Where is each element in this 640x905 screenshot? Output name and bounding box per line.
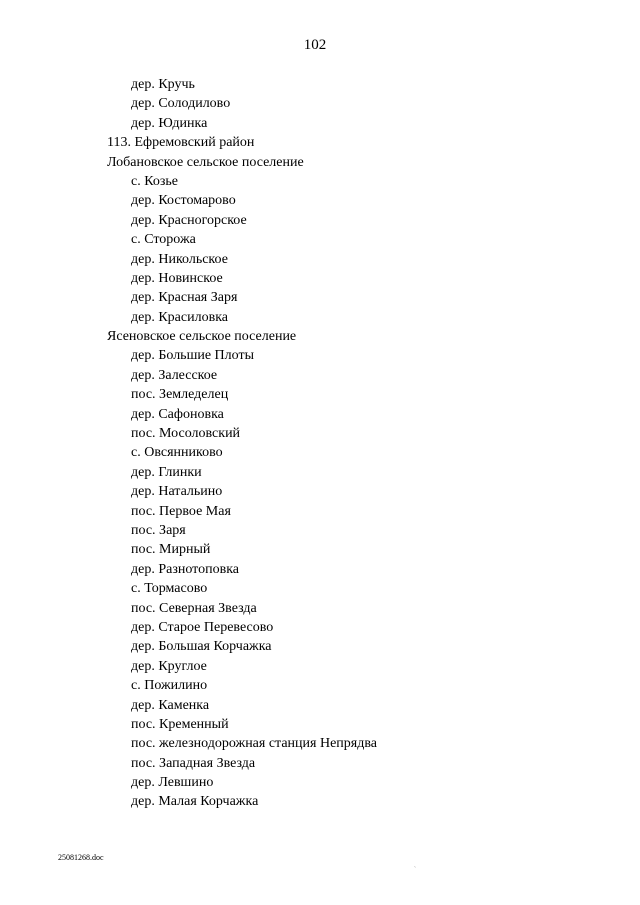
settlement-line: дер. Левшино (131, 775, 214, 791)
settlement-line: дер. Глинки (131, 464, 202, 480)
settlement-line: дер. Залесское (131, 367, 218, 383)
settlement-line: дер. Большие Плоты (131, 348, 254, 364)
settlement-line: дер. Кручь (131, 77, 195, 92)
settlement-line: дер. Большая Корчажка (131, 639, 272, 655)
footer-filename: 25081268.doc (58, 853, 104, 862)
settlement-line: дер. Малая Корчажка (131, 794, 259, 810)
settlement-list (107, 75, 377, 812)
settlement-line: дер. Круглое (131, 658, 207, 674)
settlement-line: дер. Новинское (131, 270, 223, 286)
settlement-line: дер. Старое Перевесово (131, 619, 274, 635)
section-heading-line: Лобановское сельское поселение (107, 154, 304, 170)
settlement-line: дер. Красная Заря (131, 290, 238, 306)
settlement-line: дер. Сафоновка (131, 406, 224, 422)
footer-mark: ` (414, 867, 416, 873)
settlement-line: пос. Мирный (131, 542, 211, 558)
settlement-line: пос. Мосоловский (131, 426, 241, 442)
section-heading-line: 113. Ефремовский район (107, 135, 255, 151)
page-number: 102 (303, 37, 327, 53)
settlement-line: пос. Заря (131, 522, 186, 538)
settlement-line: пос. Земледелец (131, 387, 229, 403)
settlement-line: пос. Западная Звезда (131, 755, 256, 771)
settlement-line: с. Пожилино (131, 678, 208, 694)
settlement-line: пос. Первое Мая (131, 503, 231, 519)
settlement-line: дер. Натальино (131, 484, 223, 500)
settlement-line: дер. Красногорское (131, 212, 247, 228)
settlement-line: пос. Кременный (131, 716, 229, 732)
settlement-line: дер. Никольское (131, 251, 228, 267)
settlement-line: с. Овсянниково (131, 445, 223, 461)
settlement-line: пос. Северная Звезда (131, 600, 257, 616)
settlement-line: дер. Каменка (131, 697, 210, 713)
settlement-line: дер. Красиловка (131, 309, 228, 325)
settlement-line: дер. Солодилово (131, 96, 231, 112)
settlement-line: дер. Костомарово (131, 193, 236, 209)
settlement-line: дер. Разнотоповка (131, 561, 240, 577)
settlement-line: пос. железнодорожная станция Непрядва (131, 736, 377, 752)
settlement-line: с. Тормасово (131, 581, 208, 597)
settlement-line: дер. Юдинка (131, 115, 208, 131)
settlement-line: с. Сторожа (131, 232, 196, 248)
section-heading-line: Ясеновское сельское поселение (107, 329, 297, 345)
settlement-line: с. Козье (131, 173, 178, 189)
